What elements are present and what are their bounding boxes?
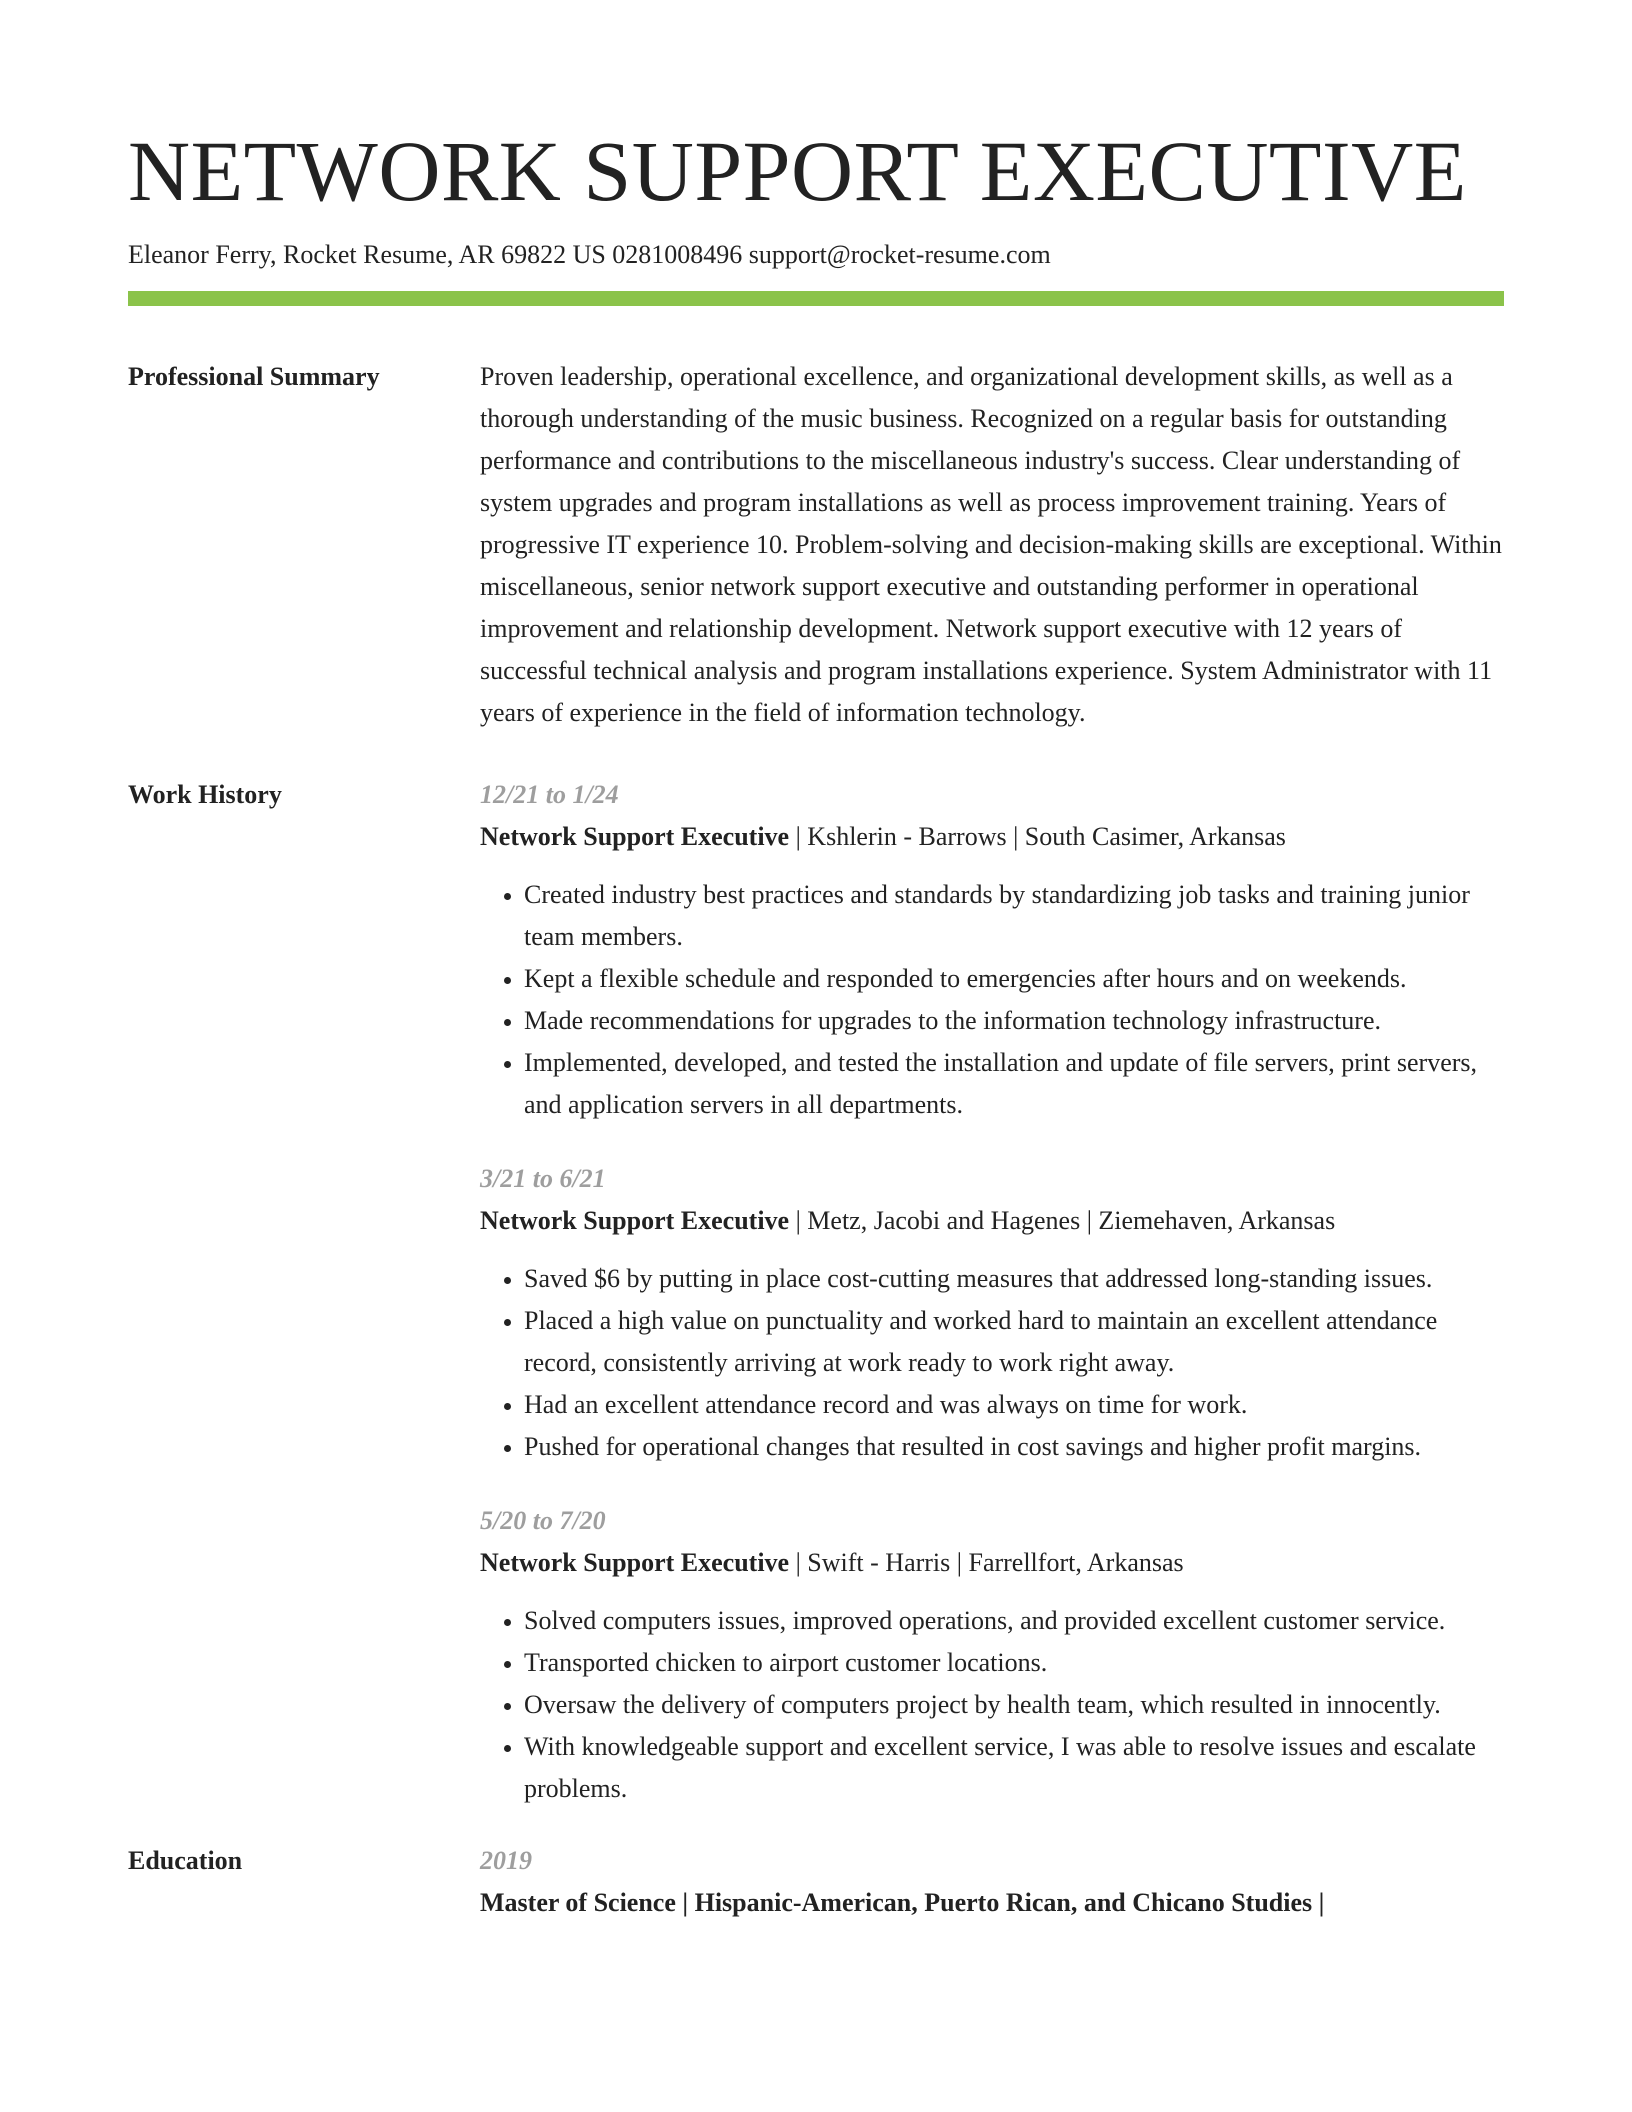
contact-line: Eleanor Ferry, Rocket Resume, AR 69822 US 0281008496 support@rocket-resume.com [128, 240, 1051, 269]
job-dates: 3/21 to 6/21 [480, 1164, 606, 1193]
job-entry [480, 1158, 1504, 1468]
education-degree: Master of Science | Hispanic-American, Puerto Rican, and Chicano Studies | [480, 1888, 1325, 1917]
job-bullet: • Placed a high value on punctuality and worked hard to maintain an excellent attendance record, consistently arriving at work ready to work right away. [524, 1300, 1504, 1384]
job-heading [480, 1200, 1504, 1242]
job-dates: 5/20 to 7/20 [480, 1506, 606, 1535]
job-bullet: • Created industry best practices and standards by standardizing job tasks and training junior team members. [524, 874, 1504, 958]
job-entry [480, 774, 1504, 1126]
job-bullets [480, 1258, 1504, 1468]
job-heading [480, 1542, 1504, 1584]
job-bullet: • Oversaw the delivery of computers project by health team, which resulted in innocently. [524, 1684, 1504, 1726]
section-title-summary: Professional Summary [128, 362, 380, 391]
job-bullet: • With knowledgeable support and excellent service, I was able to resolve issues and escalate problems. [524, 1726, 1504, 1810]
education-body [480, 1840, 1504, 1924]
job-bullet: • Kept a flexible schedule and responded to emergencies after hours and on weekends. [524, 958, 1504, 1000]
job-details: | Metz, Jacobi and Hagenes | Ziemehaven, Arkansas [789, 1206, 1336, 1235]
job-details: | Kshlerin - Barrows | South Casimer, Arkansas [789, 822, 1286, 851]
job-bullet: • Transported chicken to airport customer locations. [524, 1642, 1504, 1684]
job-role: Network Support Executive [480, 822, 790, 851]
resume-title: NETWORK SUPPORT EXECUTIVE [128, 123, 1467, 219]
professional-summary-section [128, 356, 1504, 734]
accent-divider [128, 291, 1504, 306]
job-bullet: • Saved $6 by putting in place cost-cutting measures that addressed long-standing issues. [524, 1258, 1504, 1300]
job-bullets [480, 874, 1504, 1126]
section-title-work: Work History [128, 780, 282, 809]
job-bullet: • Pushed for operational changes that resulted in cost savings and higher profit margins. [524, 1426, 1504, 1468]
job-bullet: • Had an excellent attendance record and was always on time for work. [524, 1384, 1504, 1426]
job-bullet: • Solved computers issues, improved operations, and provided excellent customer service. [524, 1600, 1504, 1642]
section-title-education: Education [128, 1846, 243, 1875]
job-dates: 12/21 to 1/24 [480, 780, 619, 809]
education-section [128, 1840, 1504, 1924]
job-bullet: • Made recommendations for upgrades to the information technology infrastructure. [524, 1000, 1504, 1042]
job-bullet: • Implemented, developed, and tested the installation and update of file servers, print servers, and application servers in all departments. [524, 1042, 1504, 1126]
resume-page [128, 0, 1504, 1924]
work-history-section [128, 774, 1504, 1810]
work-history-body [480, 774, 1504, 1810]
job-details: | Swift - Harris | Farrellfort, Arkansas [789, 1548, 1184, 1577]
job-heading [480, 816, 1504, 858]
job-bullets [480, 1600, 1504, 1810]
summary-body [480, 356, 1504, 734]
job-role: Network Support Executive [480, 1206, 790, 1235]
summary-text: Proven leadership, operational excellence, and organizational development skills, as well as a thorough understanding of the music business. Recognized on a regular basis for outstanding performance and contributions to the miscellaneous industry's success. Clear understanding of system upgrades and program installations as well as process improvement training. Years of progressive IT experience 10. Problem-solving and decision-making skills are exceptional. Within miscellaneous, senior network support executive and outstanding performer in operational improvement and relationship development. Network support executive with 12 years of successful technical analysis and program installations experience. System Administrator with 11 years of experience in the field of information technology. [480, 362, 1502, 727]
education-year: 2019 [480, 1846, 532, 1875]
job-entry [480, 1500, 1504, 1810]
job-role: Network Support Executive [480, 1548, 790, 1577]
